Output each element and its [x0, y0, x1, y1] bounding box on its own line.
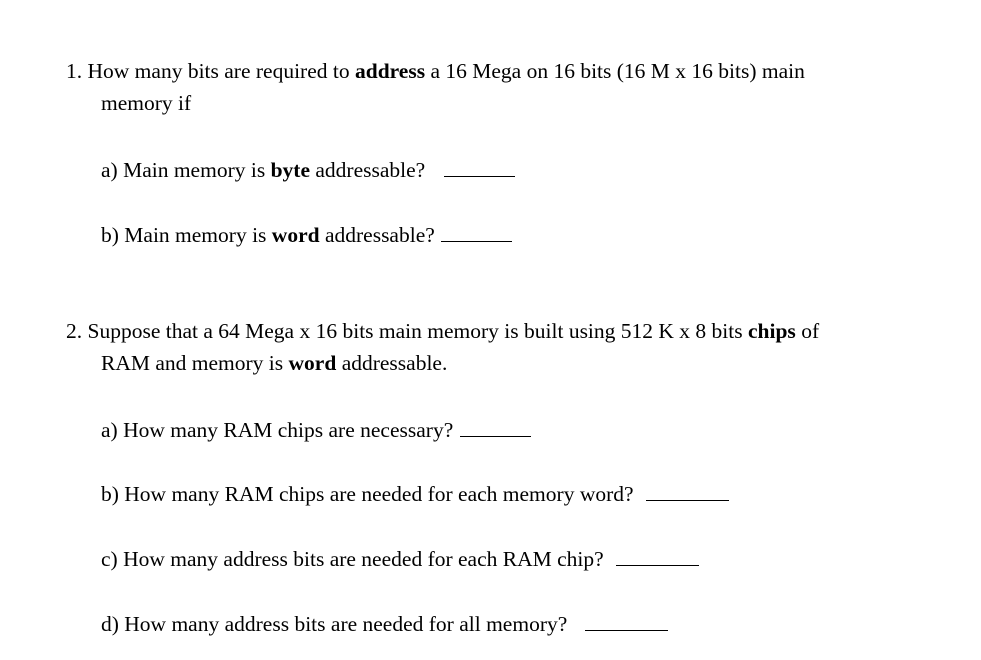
question-1-line-2: memory if	[101, 91, 192, 115]
question-2-part-d: d) How many address bits are needed for all memory?	[101, 612, 668, 636]
answer-blank-1a[interactable]	[444, 158, 515, 177]
answer-blank-1b[interactable]	[441, 223, 512, 242]
answer-blank-2a[interactable]	[460, 418, 531, 437]
question-1-part-b: b) Main memory is word addressable?	[101, 223, 512, 247]
question-2-part-a: a) How many RAM chips are necessary?	[101, 418, 531, 442]
answer-blank-2d[interactable]	[585, 612, 668, 631]
question-2-part-b: b) How many RAM chips are needed for each memory word?	[101, 482, 729, 506]
question-1-part-a: a) Main memory is byte addressable?	[101, 158, 515, 182]
question-1-line-1: 1. How many bits are required to address a 16 Mega on 16 bits (16 M x 16 bits) main	[66, 59, 805, 83]
answer-blank-2c[interactable]	[616, 547, 699, 566]
question-1-number: 1.	[66, 59, 83, 83]
question-2-number: 2.	[66, 319, 83, 343]
answer-blank-2b[interactable]	[646, 482, 729, 501]
question-2-line-1: 2. Suppose that a 64 Mega x 16 bits main memory is built using 512 K x 8 bits chips of	[66, 319, 820, 343]
question-2-part-c: c) How many address bits are needed for each RAM chip?	[101, 547, 699, 571]
question-2-line-2: RAM and memory is word addressable.	[101, 351, 448, 375]
